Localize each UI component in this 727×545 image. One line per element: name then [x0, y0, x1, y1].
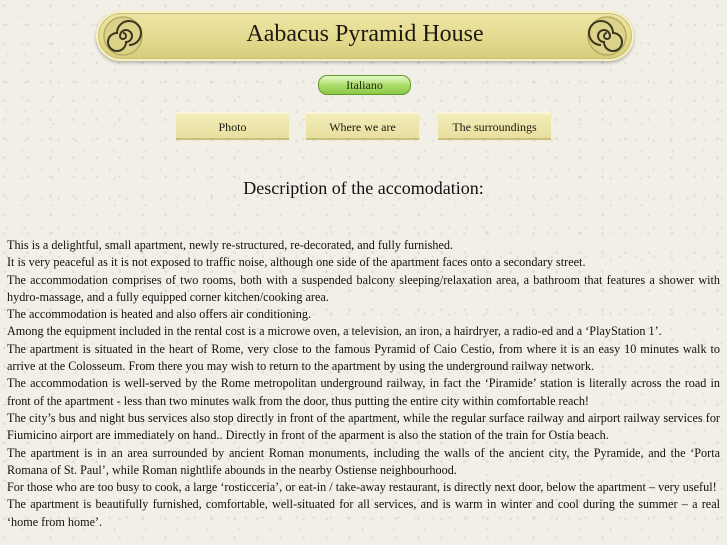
- description-paragraph: The apartment is in an area surrounded by ancient Roman monuments, including the walls of the ancient city, the Pyramide, and the ‘Porta Romana of St. Paul’, while Roman nightlife abounds in the nearby Ostiense neighbourhood.: [7, 445, 720, 477]
- description-paragraph: The accommodation is well-served by the Rome metropolitan underground railway, in fact the ‘Piramide’ station is literally across the road in front of the apartment - less than two minutes walk from the door, thus putting the entire city within comfortable reach!: [7, 376, 720, 408]
- language-italiano-button[interactable]: Italiano: [318, 75, 411, 95]
- description-paragraph: The accommodation is heated and also offers air conditioning.: [7, 307, 312, 322]
- nav-tab-photo[interactable]: Photo: [176, 112, 289, 140]
- site-title: Aabacus Pyramid House: [246, 21, 484, 47]
- spiral-scroll-icon: [586, 15, 628, 57]
- description-text: [7, 237, 720, 531]
- description-paragraph: The apartment is beautifully furnished, comfortable, well-situated for all services, and is warm in winter and cool during the summer – a real ‘home from home’.: [7, 497, 720, 529]
- description-paragraph: The apartment is situated in the heart of Rome, very close to the famous Pyramid of Caio Cestio, from where it is an easy 10 minutes walk to arrive at the Colosseum. From there you may wish to return to the apartment by using the underground railway network.: [7, 341, 720, 374]
- nav-tab-where-we-are[interactable]: Where we are: [306, 112, 419, 140]
- section-heading: Description of the accomodation:: [243, 178, 484, 198]
- description-paragraph: The accommodation comprises of two rooms, both with a suspended balcony sleeping/relaxation area, a bathroom that features a shower with hydro-massage, and a fully equipped corner kitchen/cooking area.: [7, 272, 720, 304]
- nav-tab-the-surroundings[interactable]: The surroundings: [438, 112, 551, 140]
- description-paragraph: Among the equipment included in the rental cost is a microwe oven, a television, an iron, a hairdryer, a radio-ed and a ‘PlayStation 1’.: [7, 324, 662, 339]
- title-banner: [96, 11, 634, 61]
- description-paragraph: This is a delightful, small apartment, newly re-structured, re-decorated, and fully furnished.: [7, 238, 454, 252]
- description-paragraph: The city’s bus and night bus services also stop directly in front of the apartment, while the regular surface railway and airport railway services for Fiumicino airport are immediately on hand.. Directly in front of the aparment is also the station of the train for Ostia beach.: [7, 410, 720, 443]
- description-paragraph: For those who are too busy to cook, a large ‘rosticceria’, or eat-in / take-away restaurant, is directly next door, below the apartment – very useful!: [7, 480, 717, 495]
- description-paragraph: It is very peaceful as it is not exposed to traffic noise, although one side of the apartment faces onto a secondary street.: [7, 255, 586, 270]
